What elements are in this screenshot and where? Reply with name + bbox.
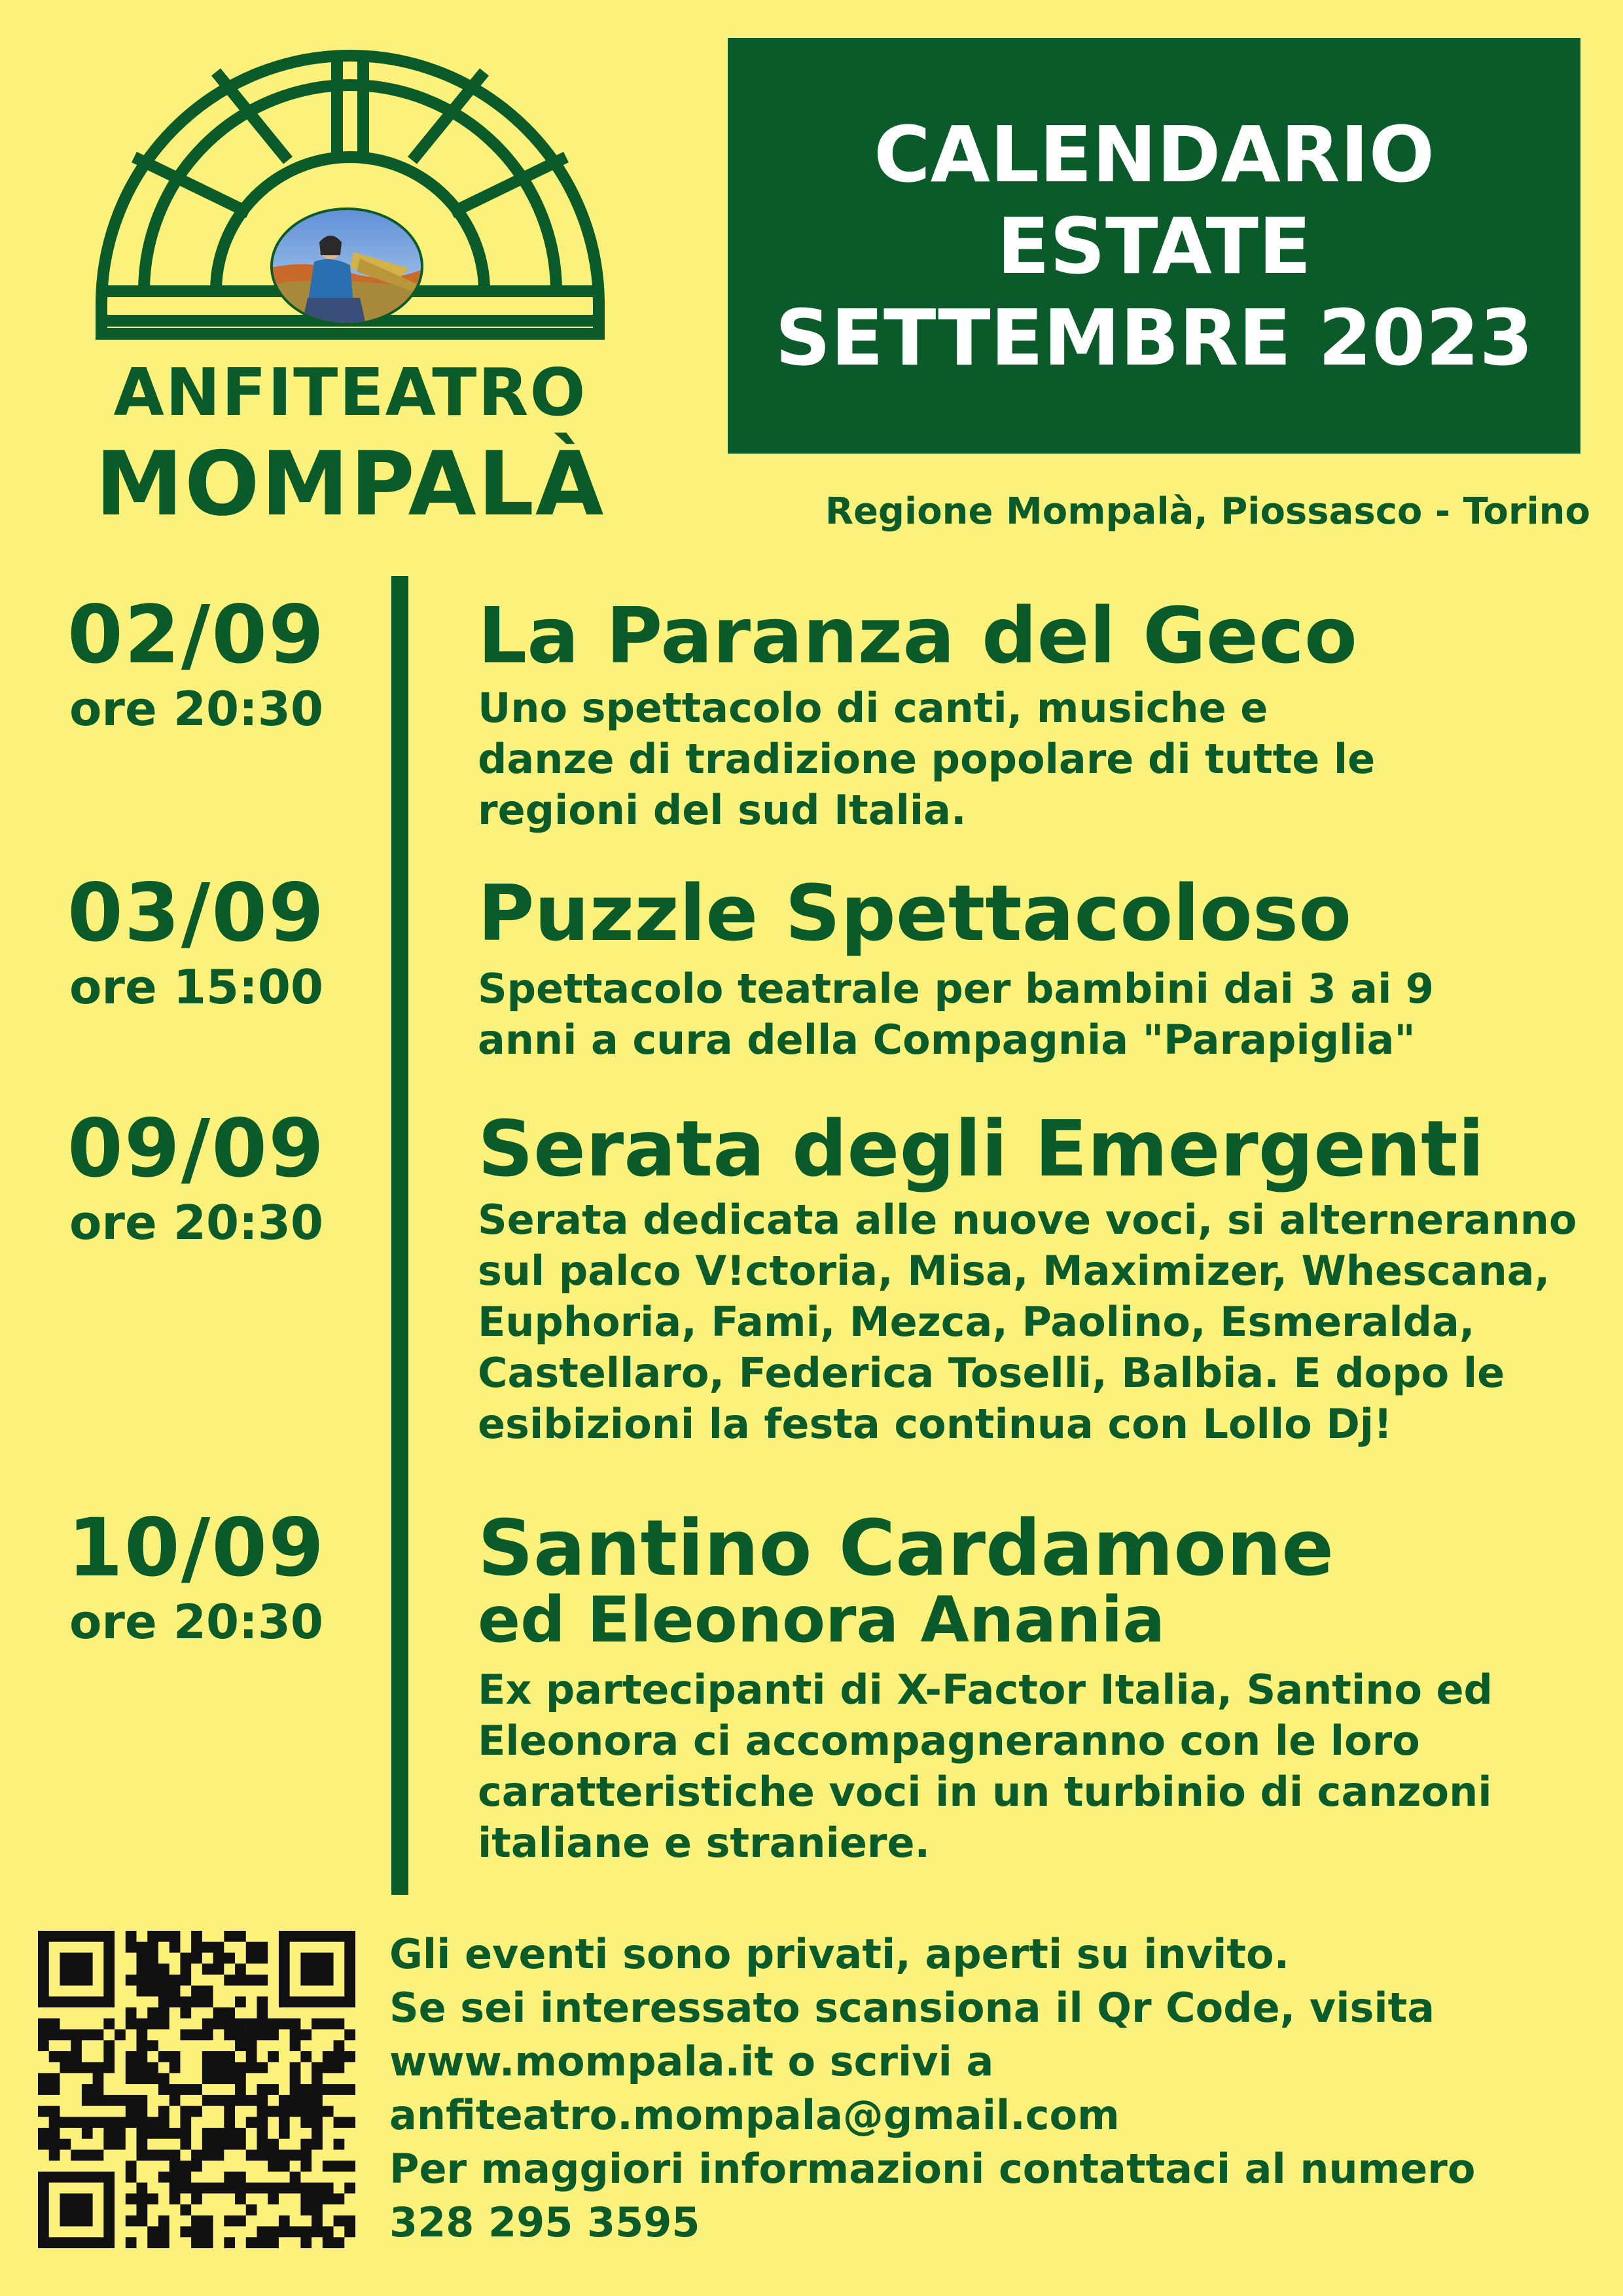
woman-with-wheat-photo <box>268 206 425 327</box>
phone-number[interactable]: 328 295 3595 <box>389 2198 700 2246</box>
event-time: ore 20:30 <box>69 681 324 736</box>
qr-code-icon[interactable] <box>38 1931 355 2248</box>
event-description: Uno spettacolo di canti, musiche e danze di tradizione popolare di tutte le regioni del sud Italia. <box>478 684 1376 834</box>
vertical-divider <box>391 576 408 1895</box>
event-title: Puzzle Spettacoloso <box>478 868 1352 958</box>
event-time: ore 20:30 <box>69 1594 324 1649</box>
event-date: 10/09 <box>67 1501 326 1594</box>
event-time: ore 15:00 <box>69 960 324 1014</box>
calendar-header-box <box>728 38 1580 454</box>
event-time: ore 20:30 <box>69 1195 324 1250</box>
event-title: Santino Cardamone <box>478 1503 1334 1593</box>
event-subtitle: ed Eleonora Anania <box>478 1583 1166 1657</box>
event-description: Spettacolo teatrale per bambini dai 3 ai 9 anni a cura della Compagnia "Parapiglia" <box>478 965 1435 1064</box>
header-line2: ESTATE <box>997 200 1311 291</box>
event-title: La Paranza del Geco <box>478 590 1357 681</box>
event-date: 03/09 <box>67 867 326 960</box>
header-line1: CALENDARIO <box>874 109 1435 200</box>
location-text: Regione Mompalà, Piossasco - Torino <box>825 490 1590 533</box>
event-description: Ex partecipanti di X-Factor Italia, Santino ed Eleonora ci accompagneranno con le loro caratteristiche voci in un turbinio di canzoni italiane e straniere. <box>478 1666 1493 1867</box>
footer-line: Gli eventi sono privati, aperti su invito. <box>389 1930 1290 1978</box>
header-line3: SETTEMBRE 2023 <box>775 292 1533 383</box>
website-link[interactable]: www.mompala.it o scrivi a <box>389 2037 994 2085</box>
footer-line: Per maggiori informazioni contattaci al numero <box>389 2145 1476 2193</box>
event-date: 09/09 <box>67 1102 326 1195</box>
logo-text-line1: ANFITEATRO <box>113 354 587 431</box>
event-title: Serata degli Emergenti <box>478 1103 1485 1194</box>
event-description: Serata dedicata alle nuove voci, si alterneranno sul palco V!ctoria, Misa, Maximizer, Whescana, Euphoria, Fami, Mezca, Paolino, Esmeralda, Castellaro, Federica Toselli, Balbia. E dopo le esibizioni la festa continua con Lollo Dj! <box>478 1196 1577 1448</box>
email-link[interactable]: anfiteatro.mompala@gmail.com <box>389 2091 1120 2139</box>
event-date: 02/09 <box>67 588 326 681</box>
logo-text-line2: MOMPALÀ <box>95 433 605 535</box>
footer-line: Se sei interessato scansiona il Qr Code, visita <box>389 1984 1435 2032</box>
footer-info <box>389 1928 1607 2250</box>
